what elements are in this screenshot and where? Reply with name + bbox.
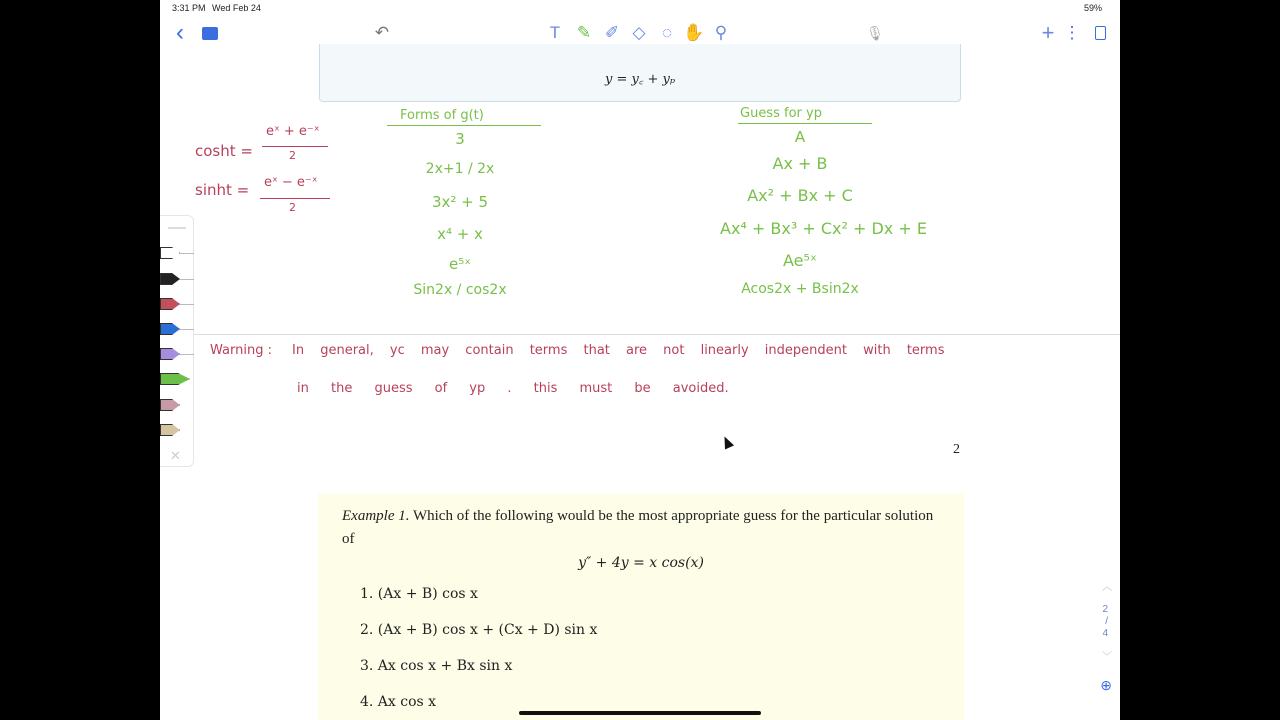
fraction-bar <box>262 146 328 147</box>
notes-app <box>160 0 1120 720</box>
example-prompt <box>342 505 940 551</box>
fraction-bar <box>260 198 330 199</box>
option-2: 2. (Ax + B) cos x + (Cx + D) sin x <box>360 622 598 638</box>
pen-icon: ✎ <box>576 23 592 42</box>
guess-item: Acos2x + Bsin2x <box>741 281 859 297</box>
shapes-icon: ✋ <box>683 23 705 42</box>
page-number: 2 <box>953 442 960 457</box>
example-box <box>318 493 964 720</box>
option-1: 1. (Ax + B) cos x <box>360 586 478 602</box>
general-solution-box <box>319 44 961 102</box>
pen-purple[interactable] <box>160 348 180 360</box>
microphone-button[interactable]: 🎙 <box>866 24 884 41</box>
header-underline <box>387 125 541 126</box>
back-button[interactable]: ‹ <box>176 19 184 46</box>
lasso-icon: ◌ <box>661 23 673 42</box>
eraser-icon: ◇ <box>632 23 646 42</box>
form-item: Sin2x / cos2x <box>413 282 507 298</box>
page-up-icon[interactable]: ︿ <box>1102 582 1112 593</box>
header-underline <box>738 123 872 124</box>
cosh-denominator: 2 <box>289 149 296 162</box>
warning-label: Warning : <box>210 343 272 358</box>
guess-column <box>720 128 927 297</box>
shapes-tool-button[interactable] <box>684 22 704 44</box>
pen-white[interactable] <box>160 247 180 259</box>
option-4: 4. Ax cos x <box>360 694 437 710</box>
pager-total: 4 <box>1102 628 1108 639</box>
sinh-label: sinht = <box>195 181 250 199</box>
cosh-label: cosht = <box>195 142 253 160</box>
undo-button[interactable]: ↶ <box>374 23 390 42</box>
form-item: 3x² + 5 <box>431 193 489 211</box>
home-indicator[interactable] <box>519 711 761 715</box>
form-item: 3 <box>455 130 465 148</box>
form-item: x⁴ + x <box>437 225 483 243</box>
lasso-tool-button[interactable] <box>657 22 677 44</box>
sinh-denominator: 2 <box>289 201 296 214</box>
warning-line-2: in the guess of yp . this must be avoided. <box>297 381 729 396</box>
link-icon: ⚲ <box>714 23 728 42</box>
cosh-numerator: eˣ + e⁻ˣ <box>266 124 320 139</box>
pen-red[interactable] <box>160 298 180 310</box>
page-down-icon[interactable]: ﹀ <box>1102 652 1112 663</box>
zoom-icon[interactable]: ⊕ <box>1100 677 1112 693</box>
page-icon <box>1095 26 1106 40</box>
forms-column <box>400 130 520 298</box>
pen-black[interactable] <box>160 273 180 285</box>
example-label: Example 1. <box>342 508 410 524</box>
cursor-icon <box>720 434 734 449</box>
section-divider <box>194 334 1120 335</box>
close-palette-icon[interactable]: ✕ <box>170 448 181 463</box>
guess-header: Guess for yp <box>740 106 822 121</box>
general-solution: y = y꜀ + yₚ <box>604 72 676 87</box>
guess-item: Ax⁴ + Bx³ + Cx² + Dx + E <box>720 219 927 238</box>
highlighter-pink[interactable] <box>160 399 180 411</box>
eraser-tool-button[interactable] <box>629 22 649 44</box>
guess-item: Ax² + Bx + C <box>747 186 853 205</box>
pen-palette <box>160 215 194 467</box>
add-page-button[interactable]: + <box>1041 20 1055 45</box>
forms-header: Forms of g(t) <box>400 108 484 123</box>
pager-separator: / <box>1105 616 1108 627</box>
sinh-numerator: eˣ − e⁻ˣ <box>264 175 318 190</box>
option-3: 3. Ax cos x + Bx sin x <box>360 658 513 674</box>
status-date: Wed Feb 24 <box>212 3 261 13</box>
documents-button[interactable] <box>200 22 220 44</box>
form-item: 2x+1 / 2x <box>425 161 495 177</box>
guess-item: A <box>794 128 806 146</box>
pen-tool-button[interactable] <box>574 22 594 44</box>
status-time: 3:31 PM <box>172 3 206 13</box>
warning-line-1: In general, yc may contain terms that are not linearly independent with terms <box>292 343 945 358</box>
battery-level: 59% <box>1083 3 1102 13</box>
example-equation: y″ + 4y = x cos(x) <box>578 555 704 571</box>
pages-icon <box>202 27 218 40</box>
highlighter-tool-button[interactable] <box>602 22 622 44</box>
highlighter-beige[interactable] <box>160 424 180 436</box>
page-view-button[interactable] <box>1090 22 1110 44</box>
pen-green-selected[interactable] <box>160 373 190 385</box>
pager-current: 2 <box>1102 604 1108 615</box>
more-button[interactable]: ⋮ <box>1063 23 1081 42</box>
pen-blue[interactable] <box>160 323 180 335</box>
guess-item: Ax + B <box>772 154 828 173</box>
guess-item: Ae⁵ˣ <box>782 251 818 270</box>
palette-handle[interactable] <box>168 227 186 229</box>
link-tool-button[interactable] <box>711 22 731 44</box>
text-tool-button[interactable]: T <box>549 23 561 42</box>
highlighter-icon: ✐ <box>604 23 620 42</box>
example-text: Which of the following would be the most appropriate guess for the particular solution of <box>342 508 934 547</box>
form-item: e⁵ˣ <box>449 255 471 273</box>
